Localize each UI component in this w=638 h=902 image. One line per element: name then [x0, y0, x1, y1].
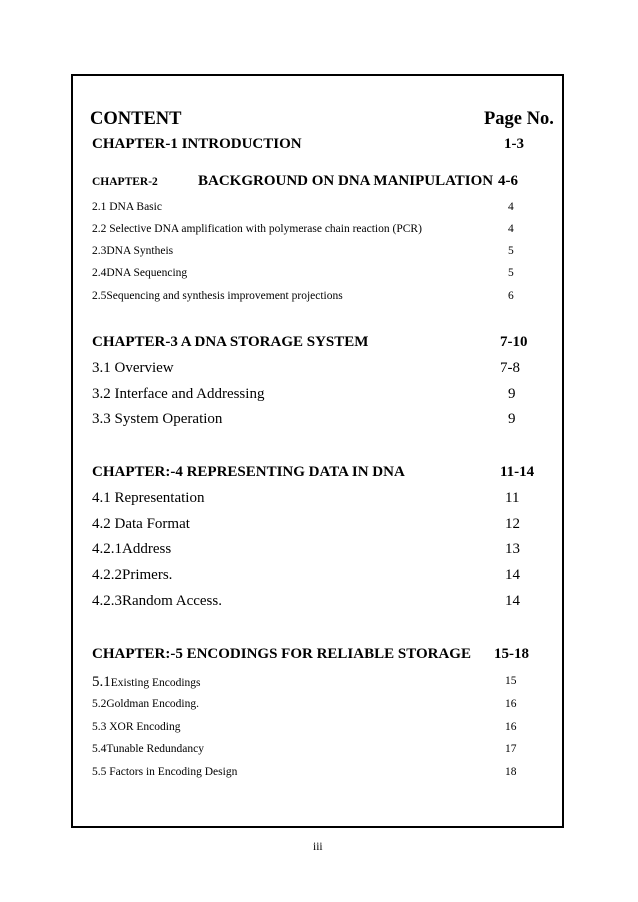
- toc-entry: 4.1 Representation: [92, 490, 205, 506]
- page-no-heading: Page No.: [484, 109, 554, 129]
- toc-entry: 2.1 DNA Basic: [92, 201, 162, 213]
- toc-page: 4: [508, 201, 514, 213]
- toc-page: 17: [505, 743, 517, 755]
- toc-entry: 2.4DNA Sequencing: [92, 267, 188, 279]
- toc-page: 16: [505, 698, 517, 710]
- toc-entry-text: Existing Encodings: [110, 677, 201, 689]
- toc-page: 7-8: [500, 360, 520, 376]
- toc-page: 9: [508, 386, 516, 402]
- chapter-3-pages: 7-10: [500, 334, 528, 350]
- toc-entry: 3.3 System Operation: [92, 411, 223, 427]
- chapter-5-title: CHAPTER:-5 ENCODINGS FOR RELIABLE STORAGE: [92, 646, 471, 662]
- content-heading: CONTENT: [90, 109, 182, 129]
- toc-entry: 5.5 Factors in Encoding Design: [92, 766, 238, 778]
- toc-entry: 5.2Goldman Encoding.: [92, 698, 199, 710]
- chapter-3-title: CHAPTER-3 A DNA STORAGE SYSTEM: [92, 334, 369, 350]
- page-number: iii: [313, 841, 323, 853]
- toc-page: 5: [508, 245, 514, 257]
- toc-entry: 5.3 XOR Encoding: [92, 721, 181, 733]
- toc-entry: 2.5Sequencing and synthesis improvement projections: [92, 290, 343, 302]
- toc-entry: 4.2 Data Format: [92, 516, 190, 532]
- toc-page: 18: [505, 766, 517, 778]
- toc-entry: [92, 674, 201, 690]
- toc-page: 11: [505, 490, 520, 506]
- toc-page: 12: [505, 516, 520, 532]
- chapter-2-title: BACKGROUND ON DNA MANIPULATION: [198, 173, 494, 189]
- toc-entry: 2.2 Selective DNA amplification with polymerase chain reaction (PCR): [92, 223, 422, 235]
- chapter-1-title: CHAPTER-1 INTRODUCTION: [92, 136, 302, 152]
- toc-entry: 2.3DNA Syntheis: [92, 245, 174, 257]
- chapter-4-title: CHAPTER:-4 REPRESENTING DATA IN DNA: [92, 464, 405, 480]
- toc-entry: 5.4Tunable Redundancy: [92, 743, 205, 755]
- chapter-2-pages: 4-6: [498, 173, 518, 189]
- toc-page: 5: [508, 267, 514, 279]
- chapter-2-label: CHAPTER-2: [92, 176, 158, 188]
- toc-page: 14: [505, 593, 520, 609]
- chapter-5-pages: 15-18: [494, 646, 529, 662]
- toc-page: 6: [508, 290, 514, 302]
- chapter-1-pages: 1-3: [504, 136, 524, 152]
- toc-page: 9: [508, 411, 516, 427]
- toc-page: 15: [505, 675, 517, 687]
- toc-entry: 3.2 Interface and Addressing: [92, 386, 265, 402]
- chapter-4-pages: 11-14: [500, 464, 535, 480]
- toc-page: 16: [505, 721, 517, 733]
- toc-entry: 3.1 Overview: [92, 360, 174, 376]
- toc-entry: 4.2.2Primers.: [92, 567, 173, 583]
- toc-entry: 4.2.1Address: [92, 541, 172, 557]
- toc-page: 4: [508, 223, 514, 235]
- toc-page: 14: [505, 567, 520, 583]
- toc-page: 13: [505, 541, 520, 557]
- toc-entry-number: 5.1: [92, 674, 111, 690]
- toc-entry: 4.2.3Random Access.: [92, 593, 222, 609]
